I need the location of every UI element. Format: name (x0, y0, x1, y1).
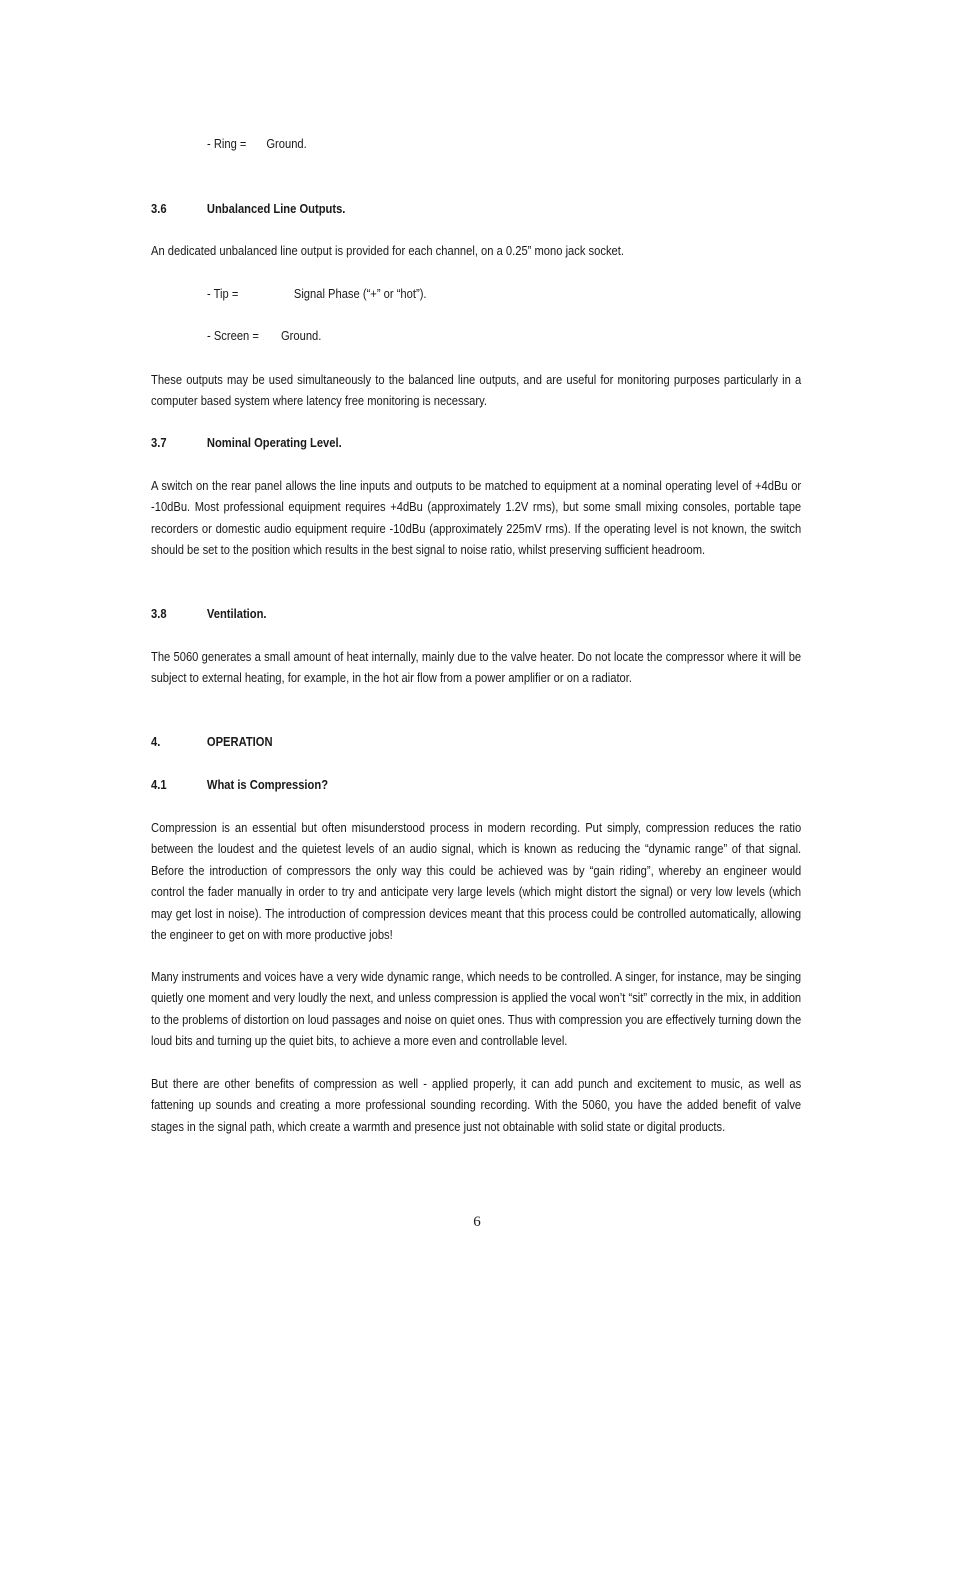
section-title: What is Compression? (206, 777, 329, 792)
section-3-8-body: The 5060 generates a small amount of heat internally, mainly due to the valve heater. Do not locate the compressor where it will be subject to external heating, for example, in the hot air flow from a power amplifier or on a radiator. (151, 649, 802, 686)
screen-list-item (207, 325, 322, 346)
tip-list-item (207, 283, 427, 304)
ring-value: Ground. (266, 136, 307, 151)
screen-value: Ground. (280, 328, 322, 343)
section-title: OPERATION (206, 734, 273, 749)
section-4-1-paragraph-1: Compression is an essential but often misunderstood process in modern recording. Put simply, compression reduces the ratio between the loudest and the quietest levels of an audio signal, which is known as reducing the “dynamic range” of that signal. Before the introduction of compressors the only way this could be achieved was by “gain riding”, whereby an engineer would control the fader manually in order to try and anticipate very large levels (which might distort the signal) or very low levels (which may get lost in noise). The introduction of compression devices meant that this process could be controlled automatically, allowing the engineer to get on with more productive jobs! (151, 820, 802, 943)
section-number: 3.8 (151, 606, 167, 621)
ring-label: - Ring = (207, 136, 247, 151)
section-number: 4.1 (151, 777, 167, 792)
section-4-1-paragraph-2: Many instruments and voices have a very wide dynamic range, which needs to be controlled. A singer, for instance, may be singing quietly one moment and very loudly the next, and unless compression is applied the vocal won’t “sit” correctly in the mix, in addition to the problems of distortion on loud passages and noise on quiet ones. Thus with compression you are effectively turning down the loud bits and turning up the quiet bits, to achieve a more even and controllable level. (151, 969, 802, 1049)
section-3-7-body: A switch on the rear panel allows the line inputs and outputs to be matched to equipment at a nominal operating level of +4dBu or -10dBu. Most professional equipment requires +4dBu (approximately 1.2V rms), but some small mixing consoles, portable tape recorders or domestic audio equipment require -10dBu (approximately 225mV rms). If the operating level is not known, the switch should be set to the position which results in the best signal to noise ratio, whilst preserving sufficient headroom. (151, 478, 802, 558)
section-3-6-intro: An dedicated unbalanced line output is provided for each channel, on a 0.25” mono jack socket. (151, 243, 624, 258)
section-4-heading (151, 731, 273, 752)
section-3-7-heading (151, 432, 342, 453)
page-number: 6 (473, 1214, 481, 1230)
tip-label: - Tip = (207, 286, 239, 301)
section-number: 4. (151, 734, 161, 749)
section-title: Unbalanced Line Outputs. (206, 201, 346, 216)
section-title: Nominal Operating Level. (206, 435, 342, 450)
section-title: Ventilation. (206, 606, 267, 621)
screen-label: - Screen = (207, 328, 259, 343)
section-number: 3.7 (151, 435, 167, 450)
section-number: 3.6 (151, 201, 167, 216)
section-4-1-heading (151, 774, 329, 795)
section-3-8-heading (151, 603, 267, 624)
section-3-6-body: These outputs may be used simultaneously to the balanced line outputs, and are useful for monitoring purposes particularly in a computer based system where latency free monitoring is necessary. (151, 372, 802, 409)
tip-value: Signal Phase (“+” or “hot”). (293, 286, 427, 301)
section-4-1-paragraph-3: But there are other benefits of compression as well - applied properly, it can add punch and excitement to music, as well as fattening up sounds and creating a more professional sounding recording. With the 5060, you have the added benefit of valve stages in the signal path, which create a warmth and presence just not obtainable with solid state or digital products. (151, 1076, 802, 1134)
ring-list-item (207, 133, 307, 154)
section-3-6-heading (151, 198, 346, 219)
